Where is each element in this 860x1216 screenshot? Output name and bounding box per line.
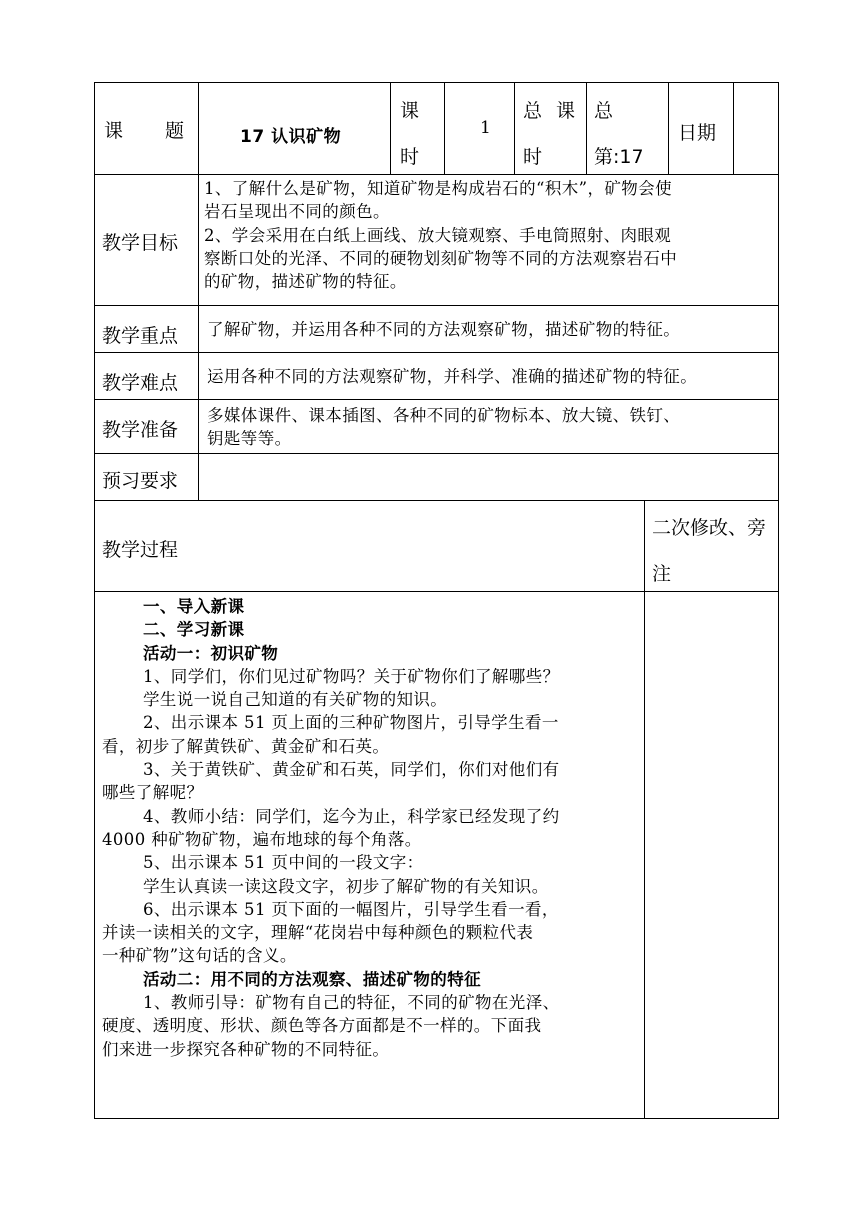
row-divider	[94, 399, 779, 400]
total-label: 时	[523, 146, 543, 168]
row-divider	[94, 500, 779, 501]
total-value: 第:17	[594, 146, 644, 168]
period-label: 时	[400, 146, 420, 168]
process-line: 6、出示课本 51 页下面的一幅图片，引导学生看一看，	[143, 899, 559, 919]
difficulties-text: 运用各种不同的方法观察矿物，并科学、准确的描述矿物的特征。	[207, 367, 698, 386]
process-line: 1、同学们，你们见过矿物吗？关于矿物你们了解哪些？	[143, 666, 560, 686]
process-line: 2、出示课本 51 页上面的三种矿物图片，引导学生看一	[143, 713, 559, 733]
process-line: 哪些了解呢？	[102, 783, 204, 803]
process-line: 们来进一步探究各种矿物的不同特征。	[102, 1039, 390, 1059]
difficulties-label: 教学难点	[102, 372, 179, 394]
total-label: 总 课	[523, 100, 576, 122]
preview-label: 预习要求	[102, 470, 179, 492]
key-points-text: 了解矿物，并运用各种不同的方法观察矿物，描述矿物的特征。	[207, 320, 681, 339]
process-heading: 二、学习新课	[143, 620, 245, 640]
preparation-label: 教学准备	[102, 419, 179, 441]
topic-label-char: 题	[165, 120, 185, 142]
goals-line: 2、学会采用在白纸上画线、放大镜观察、手电筒照射、肉眼观	[204, 225, 672, 245]
period-value: 1	[480, 118, 491, 138]
notes-label: 注	[652, 563, 672, 585]
border-top	[94, 82, 779, 83]
goals-line: 岩石呈现出不同的颜色。	[204, 202, 390, 222]
process-line: 硬度、透明度、形状、颜色等各方面都是不一样的。下面我	[102, 1016, 542, 1036]
topic-value: 17 认识矿物	[240, 127, 342, 147]
period-label: 课	[400, 100, 420, 122]
col-divider	[514, 82, 515, 174]
date-label: 日期	[678, 122, 717, 144]
process-line: 并读一读相关的文字，理解“花岗岩中每种颜色的颗粒代表	[102, 923, 534, 943]
goals-line: 1、了解什么是矿物，知道矿物是构成岩石的“积木”，矿物会使	[204, 179, 672, 198]
key-points-label: 教学重点	[102, 325, 179, 347]
notes-label: 二次修改、旁	[652, 517, 767, 539]
preparation-text	[207, 404, 680, 451]
row-divider	[94, 453, 779, 454]
border-left	[94, 82, 95, 1119]
col-divider	[668, 82, 669, 174]
row-divider	[94, 174, 779, 175]
row-divider	[94, 352, 779, 353]
topic-label	[165, 116, 184, 143]
lesson-plan-table	[94, 82, 779, 1119]
process-line: 一种矿物”这句话的含义。	[102, 946, 297, 966]
process-heading: 一、导入新课	[143, 597, 245, 616]
process-line: 看，初步了解黄铁矿、黄金矿和石英。	[102, 736, 390, 756]
border-bottom	[94, 1118, 779, 1119]
col-divider	[198, 82, 199, 500]
col-divider	[586, 82, 587, 174]
process-line: 3、关于黄铁矿、黄金矿和石英，同学们，你们对他们有	[143, 760, 560, 780]
notes-area	[645, 592, 778, 1118]
goals-line: 的矿物，描述矿物的特征。	[204, 272, 407, 292]
topic-label-char: 课	[104, 120, 124, 142]
process-line: 1、教师引导：矿物有自己的特征，不同的矿物在光泽、	[143, 993, 560, 1013]
process-line: 4000 种矿物矿物，遍布地球的每个角落。	[102, 829, 422, 849]
process-label: 教学过程	[102, 539, 179, 561]
preparation-line: 多媒体课件、课本插图、各种不同的矿物标本、放大镜、铁钉、	[207, 406, 681, 425]
process-line: 5、出示课本 51 页中间的一段文字：	[143, 853, 424, 873]
process-line: 4、教师小结：同学们，迄今为止，科学家已经发现了约	[143, 806, 560, 826]
preparation-line: 钥匙等等。	[207, 429, 292, 449]
goals-line: 察断口处的光泽、不同的硬物划刻矿物等不同的方法观察岩石中	[204, 248, 678, 268]
process-heading: 活动二：用不同的方法观察、描述矿物的特征	[143, 969, 481, 989]
goals-label: 教学目标	[102, 232, 179, 254]
border-right	[778, 82, 779, 1119]
process-heading: 活动一：初识矿物	[143, 643, 279, 663]
process-line: 学生认真读一读这段文字，初步了解矿物的有关知识。	[143, 876, 549, 896]
goals-text	[204, 177, 677, 293]
process-content	[102, 595, 560, 1061]
total-value: 总	[594, 100, 614, 122]
col-divider	[390, 82, 391, 174]
row-divider	[94, 305, 779, 306]
topic-label	[104, 116, 123, 143]
col-divider	[733, 82, 734, 174]
col-divider	[444, 82, 445, 174]
process-line: 学生说一说自己知道的有关矿物的知识。	[143, 690, 448, 710]
